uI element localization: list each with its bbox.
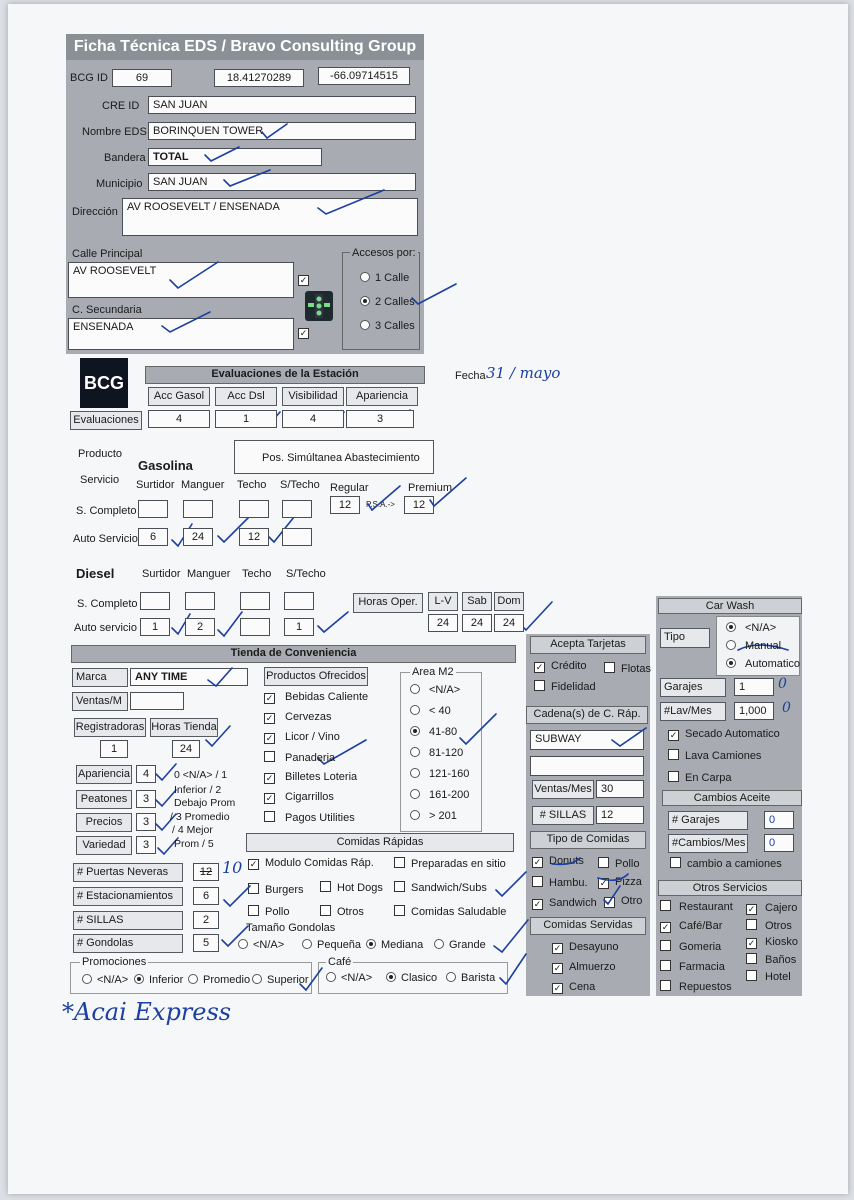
dsl-col-1: Manguer	[187, 568, 231, 580]
modulo-checkbox[interactable]: ✓ Modulo Comidas Ráp.	[249, 857, 374, 869]
dsl-as-0[interactable]: 1	[140, 618, 170, 636]
eval-col-1: Acc Dsl	[215, 387, 277, 406]
calle-principal-field[interactable]: AV ROOSEVELT	[68, 262, 294, 298]
tarjetas-title: Acepta Tarjetas	[530, 636, 646, 654]
tienda-title: Tienda de Conveniencia	[71, 645, 516, 663]
gas-as-2[interactable]: 12	[239, 528, 269, 546]
lava-camiones-checkbox[interactable]: Lava Camiones	[668, 749, 761, 762]
gondola-opt-0[interactable]: <N/A>	[238, 939, 284, 951]
cadena-sillas-field[interactable]: 12	[596, 806, 644, 824]
area-opt-5[interactable]: 161-200	[410, 789, 469, 801]
promociones-title: Promociones	[82, 956, 147, 968]
otros-left-4-checkbox[interactable]: Repuestos	[660, 980, 732, 993]
direccion-field[interactable]: AV ROOSEVELT / ENSENADA	[122, 198, 418, 236]
otros-right-1-checkbox[interactable]: Otros	[746, 919, 792, 932]
area-opt-0[interactable]: <N/A>	[410, 684, 460, 696]
eval-val-0[interactable]: 4	[148, 410, 210, 428]
horas-col-2: Dom	[494, 592, 524, 611]
gondola-opt-3[interactable]: Grande	[434, 939, 486, 951]
credito-checkbox[interactable]: ✓ Crédito	[535, 660, 587, 672]
marca-field[interactable]: ANY TIME	[130, 668, 248, 686]
sillas-label: # SILLAS	[73, 911, 183, 930]
premium-field[interactable]: 12	[404, 496, 434, 514]
calle-secundaria-field[interactable]: ENSENADA	[68, 318, 294, 350]
producto-4-checkbox[interactable]: ✓ Billetes Loteria	[265, 771, 358, 783]
gas-as-0[interactable]: 6	[138, 528, 168, 546]
eval-col-3: Apariencia	[346, 387, 418, 406]
dsl-as-2[interactable]	[240, 618, 270, 636]
servidas-title: Comidas Servidas	[530, 917, 646, 935]
bcg-id-field[interactable]: 69	[112, 69, 172, 87]
dsl-col-0: Surtidor	[142, 568, 181, 580]
horas-col-1: Sab	[462, 592, 492, 611]
nombre-label: Nombre EDS	[82, 126, 147, 138]
ventas-m-label: Ventas/M	[72, 692, 128, 711]
area-title: Area M2	[412, 666, 454, 678]
marca-label: Marca	[72, 668, 128, 687]
longitude-field[interactable]: -66.09714515	[318, 67, 410, 85]
registradoras-field[interactable]: 1	[100, 740, 128, 758]
cafe-opt-1[interactable]: Clasico	[386, 972, 437, 984]
ventas-m-field[interactable]	[130, 692, 184, 710]
sandwich-subs-checkbox[interactable]: Sandwich/Subs	[394, 881, 487, 894]
otros-left-0-checkbox[interactable]: Restaurant	[660, 900, 733, 913]
apariencia-field[interactable]: 4	[136, 765, 156, 783]
producto-6-checkbox[interactable]: Pagos Utilities	[264, 811, 355, 824]
form-title: Ficha Técnica EDS / Bravo Consulting Group	[66, 34, 424, 60]
aceite-garajes-label: # Garajes	[668, 811, 748, 830]
gas-col-0: Surtidor	[136, 479, 175, 491]
area-opt-3[interactable]: 81-120	[410, 747, 463, 759]
carwash-opt-0[interactable]: <N/A>	[726, 622, 776, 634]
escala-line-4: / 4 Mejor	[172, 824, 213, 836]
horas-tienda-field[interactable]: 24	[172, 740, 200, 758]
latitude-field[interactable]: 18.41270289	[214, 69, 304, 87]
dsl-as-3[interactable]: 1	[284, 618, 314, 636]
comidas-rapidas-title: Comidas Rápidas	[246, 833, 514, 852]
gas-as-3[interactable]	[282, 528, 312, 546]
eval-col-0: Acc Gasol	[148, 387, 210, 406]
pos-simultanea-label: Pos. Simúltanea Abastecimiento	[262, 452, 420, 464]
horas-val-0[interactable]: 24	[428, 614, 458, 632]
pollo-tc-checkbox[interactable]: Pollo	[598, 857, 639, 870]
aceite-title: Cambios Aceite	[662, 790, 802, 806]
escala-line-5: Prom / 5	[174, 838, 214, 850]
horas-col-0: L-V	[428, 592, 458, 611]
gondola-opt-1[interactable]: Pequeña	[302, 939, 361, 951]
ventas-mes-field[interactable]: 30	[596, 780, 644, 798]
acceso-1-radio[interactable]: 1 Calle	[360, 272, 409, 284]
acceso-2-radio[interactable]: 2 Calles	[360, 296, 415, 308]
gas-sc-0[interactable]	[138, 500, 168, 518]
donuts-checkbox[interactable]: ✓ Donuts	[533, 855, 584, 867]
horas-val-1[interactable]: 24	[462, 614, 492, 632]
dsl-sc-1[interactable]	[185, 592, 215, 610]
cadena-field-1[interactable]: SUBWAY	[530, 730, 644, 750]
escala-line-2: Debajo Prom	[174, 797, 236, 809]
escala-line-3: / 3 Promedio	[170, 811, 230, 823]
carwash-tipo-label: Tipo	[660, 628, 710, 648]
regular-field[interactable]: 12	[330, 496, 360, 514]
registradoras-label: Registradoras	[74, 718, 146, 737]
burgers-checkbox[interactable]: Burgers	[248, 883, 304, 896]
psa-arrow: P.S.A.->	[366, 500, 395, 509]
premium-label: Premium	[408, 482, 453, 494]
regular-label: Regular	[330, 482, 369, 494]
promo-opt-2[interactable]: Promedio	[188, 974, 250, 986]
cadena-field-2[interactable]	[530, 756, 644, 776]
dsl-s-completo-label: S. Completo	[77, 598, 138, 610]
gondola-opt-2[interactable]: Mediana	[366, 939, 423, 951]
cafe-title: Café	[328, 956, 352, 968]
gas-col-1: Manguer	[181, 479, 225, 491]
area-opt-6[interactable]: > 201	[410, 810, 457, 822]
cambio-camiones-checkbox[interactable]: cambio a camiones	[670, 857, 782, 870]
carwash-garajes-label: Garajes	[660, 678, 726, 697]
accesos-title: Accesos por:	[352, 247, 416, 259]
gas-sc-3[interactable]	[282, 500, 312, 518]
ventas-mes-label: Ventas/Mes	[532, 780, 594, 799]
area-opt-2[interactable]: 41-80	[410, 726, 457, 738]
evaluaciones-row-label: Evaluaciones	[70, 411, 142, 430]
producto-0-checkbox[interactable]: ✓ Bebidas Caliente	[265, 691, 369, 703]
puertas-label: # Puertas Neveras	[73, 863, 183, 882]
producto-2-checkbox[interactable]: ✓ Licor / Vino	[265, 731, 340, 743]
bcg-id-label: BCG ID	[70, 72, 108, 84]
producto-1-checkbox[interactable]: ✓ Cervezas	[265, 711, 332, 723]
eval-val-3[interactable]: 3	[346, 410, 414, 428]
sillas-field[interactable]: 2	[193, 911, 219, 929]
variedad-field[interactable]: 3	[136, 836, 156, 854]
otros-cr-checkbox[interactable]: Otros	[320, 905, 364, 918]
secado-checkbox[interactable]: ✓ Secado Automatico	[669, 728, 780, 740]
eval-val-2[interactable]: 4	[282, 410, 344, 428]
carwash-opt-1[interactable]: Manual	[726, 640, 781, 652]
producto-5-checkbox[interactable]: ✓ Cigarrillos	[265, 791, 334, 803]
producto-label: Producto	[78, 448, 123, 460]
servida-1-checkbox[interactable]: ✓ Almuerzo	[553, 961, 616, 973]
municipio-field[interactable]: SAN JUAN	[148, 173, 416, 191]
gas-s-completo-label: S. Completo	[76, 505, 137, 517]
apariencia-label: Apariencia	[76, 765, 132, 784]
dsl-sc-2[interactable]	[240, 592, 270, 610]
hotdogs-checkbox[interactable]: Hot Dogs	[320, 881, 383, 894]
pollo-checkbox[interactable]: Pollo	[248, 905, 289, 918]
bcg-logo: BCG	[80, 358, 128, 408]
bandera-field[interactable]: TOTAL	[148, 148, 322, 166]
fidelidad-checkbox[interactable]: Fidelidad	[534, 680, 596, 693]
area-opt-1[interactable]: < 40	[410, 705, 451, 717]
servida-0-checkbox[interactable]: ✓ Desayuno	[553, 941, 619, 953]
productos-title: Productos Ofrecidos	[264, 667, 368, 686]
horas-val-2[interactable]: 24	[494, 614, 524, 632]
cadena-sillas-label: # SILLAS	[532, 806, 594, 825]
promo-opt-1[interactable]: Inferior	[134, 974, 183, 986]
en-carpa-checkbox[interactable]: En Carpa	[668, 771, 731, 784]
dsl-col-2: Techo	[242, 568, 272, 580]
dsl-col-3: S/Techo	[286, 568, 326, 580]
gas-as-1[interactable]: 24	[183, 528, 213, 546]
cafe-opt-2[interactable]: Barista	[446, 972, 495, 984]
puertas-field[interactable]: 12	[193, 863, 219, 881]
calle-principal-checkbox[interactable]: ✓	[299, 275, 308, 285]
acceso-3-radio[interactable]: 3 Calles	[360, 320, 415, 332]
fecha-handwritten: 31 / mayo	[486, 364, 561, 382]
estac-label: # Estacionamientos	[73, 887, 183, 906]
preparadas-checkbox[interactable]: Preparadas en sitio	[394, 857, 506, 870]
pizza-checkbox[interactable]: ✓ Pizza	[599, 876, 642, 888]
fecha-label: Fecha	[455, 370, 486, 382]
otros-right-0-checkbox[interactable]: ✓ Cajero	[747, 902, 798, 914]
eval-col-2: Visibilidad	[282, 387, 344, 406]
otros-right-3-checkbox[interactable]: Baños	[746, 953, 796, 966]
gondolas-size-title: Tamaño Gondolas	[246, 922, 336, 934]
carwash-garajes-hand: 0	[778, 676, 787, 692]
tipo-comidas-title: Tipo de Comidas	[530, 831, 646, 849]
saludable-checkbox[interactable]: Comidas Saludable	[394, 905, 506, 918]
precios-label: Precios	[76, 813, 132, 832]
otros-left-3-checkbox[interactable]: Farmacia	[660, 960, 725, 973]
servida-2-checkbox[interactable]: ✓ Cena	[553, 981, 596, 993]
otros-left-2-checkbox[interactable]: Gomeria	[660, 940, 721, 953]
carwash-title: Car Wash	[658, 598, 802, 614]
handwritten-note: *Acai Express	[62, 998, 232, 1026]
escala-line-0: 0 <N/A> / 1	[174, 769, 228, 781]
calle-secundaria-label: C. Secundaria	[72, 304, 142, 316]
aceite-garajes-field[interactable]: 0	[764, 811, 794, 829]
gondolas-label: # Gondolas	[73, 934, 183, 953]
otro-checkbox[interactable]: ✓ Otro	[605, 895, 643, 907]
cre-id-field[interactable]: SAN JUAN	[148, 96, 416, 114]
aceite-cambios-label: #Cambios/Mes	[668, 834, 748, 853]
cafe-opt-0[interactable]: <N/A>	[326, 972, 372, 984]
carwash-garajes-field[interactable]: 1	[734, 678, 774, 696]
gas-sc-1[interactable]	[183, 500, 213, 518]
variedad-label: Variedad	[76, 836, 132, 855]
aceite-cambios-field[interactable]: 0	[764, 834, 794, 852]
calle-secundaria-checkbox[interactable]: ✓	[299, 328, 308, 338]
hambu-checkbox[interactable]: Hambu.	[532, 876, 588, 889]
gas-col-3: S/Techo	[280, 479, 320, 491]
escala-line-1: Inferior / 2	[174, 784, 222, 796]
municipio-label: Municipio	[96, 178, 143, 190]
traffic-light-icon	[305, 291, 333, 321]
lav-mes-label: #Lav/Mes	[660, 702, 726, 721]
nombre-field[interactable]: BORINQUEN TOWER	[148, 122, 416, 140]
lav-mes-field[interactable]: 1,000	[734, 702, 774, 720]
gondolas-field[interactable]: 5	[193, 934, 219, 952]
puertas-handwritten: 10	[222, 858, 243, 877]
otros-right-4-checkbox[interactable]: Hotel	[746, 970, 791, 983]
estac-field[interactable]: 6	[193, 887, 219, 905]
dsl-as-1[interactable]: 2	[185, 618, 215, 636]
gas-col-2: Techo	[237, 479, 267, 491]
otros-right-2-checkbox[interactable]: ✓ Kiosko	[747, 936, 799, 948]
precios-field[interactable]: 3	[136, 813, 156, 831]
otros-left-1-checkbox[interactable]: ✓ Café/Bar	[661, 920, 723, 932]
otros-servicios-title: Otros Servicios	[658, 880, 802, 896]
bandera-label: Bandera	[104, 152, 146, 164]
carwash-opt-2[interactable]: Automatico	[726, 658, 800, 670]
calle-principal-label: Calle Principal	[72, 248, 143, 260]
gas-auto-servicio-label: Auto Servicio	[73, 533, 138, 545]
producto-3-checkbox[interactable]: Panaderia	[264, 751, 335, 764]
gas-sc-2[interactable]	[239, 500, 269, 518]
area-opt-4[interactable]: 121-160	[410, 768, 469, 780]
dsl-sc-3[interactable]	[284, 592, 314, 610]
peatones-field[interactable]: 3	[136, 790, 156, 808]
gasolina-title: Gasolina	[138, 458, 193, 473]
lav-mes-hand: 0	[782, 700, 791, 716]
peatones-label: Peatones	[76, 790, 132, 809]
cadena-title: Cadena(s) de C. Ráp.	[526, 706, 648, 724]
dsl-sc-0[interactable]	[140, 592, 170, 610]
promo-opt-0[interactable]: <N/A>	[82, 974, 128, 986]
direccion-label: Dirección	[72, 206, 118, 218]
cre-id-label: CRE ID	[102, 100, 140, 112]
dsl-auto-servicio-label: Auto servicio	[74, 622, 137, 634]
servicio-label: Servicio	[80, 474, 120, 486]
promo-opt-3[interactable]: Superior	[252, 974, 309, 986]
sandwich-checkbox[interactable]: ✓ Sandwich	[533, 897, 597, 909]
flotas-checkbox[interactable]: Flotas	[604, 662, 651, 675]
horas-tienda-label: Horas Tienda	[150, 718, 218, 737]
horas-oper-label: Horas Oper.	[353, 593, 423, 613]
eval-val-1[interactable]: 1	[215, 410, 277, 428]
diesel-title: Diesel	[76, 566, 115, 581]
evaluaciones-title: Evaluaciones de la Estación	[145, 366, 425, 384]
